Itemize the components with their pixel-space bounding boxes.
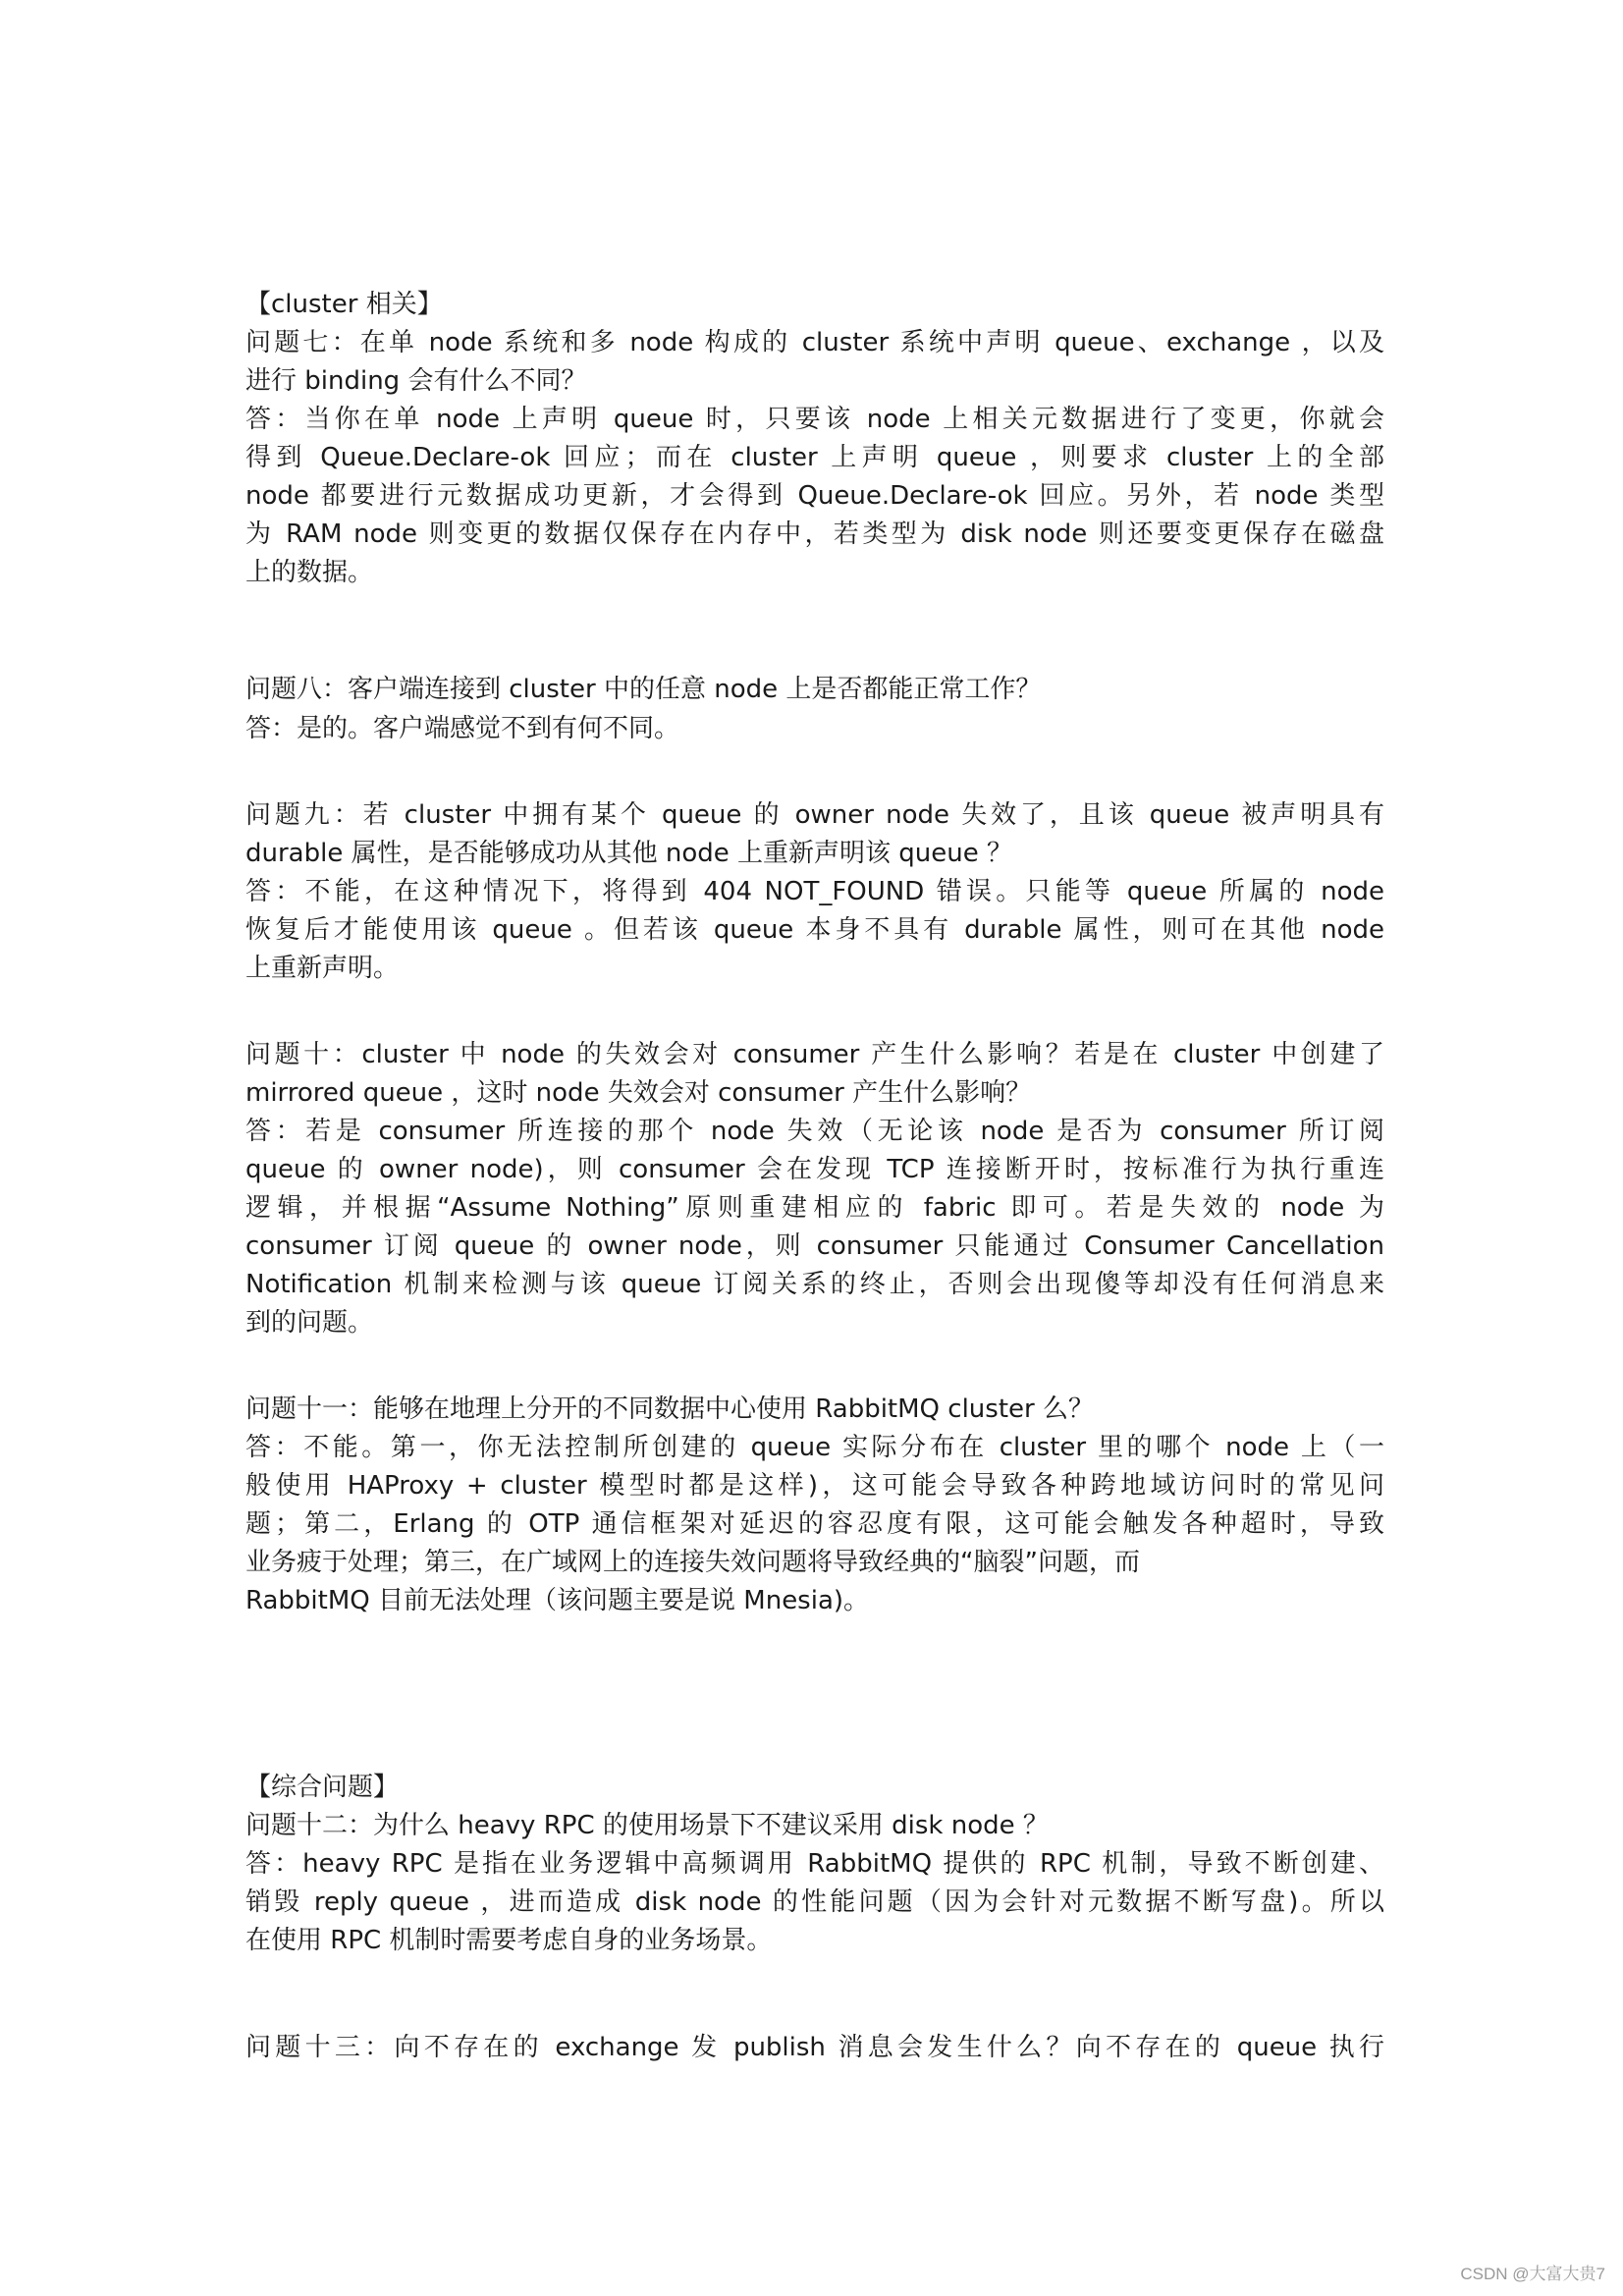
csdn-watermark: CSDN @大富大贵7	[1460, 2265, 1605, 2283]
question-7-line-1: 问题七：在单 node 系统和多 node 构成的 cluster 系统中声明 queue、exchange ，以及	[245, 328, 1384, 357]
question-13-line-1: 问题十三：向不存在的 exchange 发 publish 消息会发生什么？向不存在的 queue 执行	[245, 2033, 1384, 2062]
answer-12-line-1: 答：heavy RPC 是指在业务逻辑中高频调用 RabbitMQ 提供的 RPC 机制，导致不断创建、	[245, 1849, 1384, 1879]
section-heading-general: 【综合问题】	[245, 1773, 400, 1802]
answer-9-line-2: 恢复后才能使用该 queue 。但若该 queue 本身不具有 durable 属性，则可在其他 node	[245, 915, 1384, 945]
section-heading-cluster: 【cluster 相关】	[245, 290, 443, 319]
answer-11-line-1: 答：不能。第一，你无法控制所创建的 queue 实际分布在 cluster 里的哪个 node 上（一	[245, 1433, 1384, 1462]
question-11-line-1: 问题十一：能够在地理上分开的不同数据中心使用 RabbitMQ cluster 么？	[245, 1394, 1094, 1424]
answer-7-line-1: 答：当你在单 node 上声明 queue 时，只要该 node 上相关元数据进行了变更，你就会	[245, 405, 1384, 434]
answer-12-line-2: 销毁 reply queue ，进而造成 disk node 的性能问题（因为会针对元数据不断写盘)。所以	[245, 1887, 1384, 1917]
answer-10-line-6: 到的问题。	[245, 1308, 374, 1338]
answer-11-line-3: 题；第二，Erlang 的 OTP 通信框架对延迟的容忍度有限，这可能会触发各种超时，导致	[245, 1509, 1384, 1539]
answer-11-line-2: 般使用 HAProxy + cluster 模型时都是这样)，这可能会导致各种跨地域访问时的常见问	[245, 1471, 1384, 1501]
answer-11-line-4: 业务疲于处理；第三，在广域网上的连接失效问题将导致经典的“脑裂”问题，而	[245, 1548, 1140, 1577]
question-9-line-2: durable 属性，是否能够成功从其他 node 上重新声明该 queue ？	[245, 839, 1012, 868]
answer-11-line-5: RabbitMQ 目前无法处理（该问题主要是说 Mnesia)。	[245, 1586, 870, 1615]
answer-9-line-3: 上重新声明。	[245, 954, 400, 983]
question-12-line-1: 问题十二：为什么 heavy RPC 的使用场景下不建议采用 disk node ？	[245, 1811, 1049, 1840]
answer-7-line-5: 上的数据。	[245, 558, 374, 587]
answer-7-line-2: 得到 Queue.Declare-ok 回应；而在 cluster 上声明 queue ，则要求 cluster 上的全部	[245, 443, 1384, 472]
answer-7-line-4: 为 RAM node 则变更的数据仅保存在内存中，若类型为 disk node 则还要变更保存在磁盘	[245, 519, 1384, 549]
answer-12-line-3: 在使用 RPC 机制时需要考虑自身的业务场景。	[245, 1926, 773, 1955]
question-10-line-1: 问题十：cluster 中 node 的失效会对 consumer 产生什么影响？若是在 cluster 中创建了	[245, 1040, 1384, 1069]
question-8-line-1: 问题八：客户端连接到 cluster 中的任意 node 上是否都能正常工作？	[245, 675, 1042, 704]
question-9-line-1: 问题九：若 cluster 中拥有某个 queue 的 owner node 失效了，且该 queue 被声明具有	[245, 800, 1384, 830]
answer-9-line-1: 答：不能，在这种情况下，将得到 404 NOT_FOUND 错误。只能等 queue 所属的 node	[245, 877, 1384, 906]
answer-10-line-5: Notification 机制来检测与该 queue 订阅关系的终止，否则会出现傻等却没有任何消息来	[245, 1270, 1384, 1299]
question-10-line-2: mirrored queue ，这时 node 失效会对 consumer 产生什么影响？	[245, 1078, 1032, 1108]
question-7-line-2: 进行 binding 会有什么不同？	[245, 366, 587, 396]
answer-10-line-3: 逻辑，并根据“Assume Nothing”原则重建相应的 fabric 即可。若是失效的 node 为	[245, 1193, 1384, 1223]
answer-10-line-4: consumer 订阅 queue 的 owner node，则 consumer 只能通过 Consumer Cancellation	[245, 1231, 1384, 1261]
answer-8-line-1: 答：是的。客户端感觉不到有何不同。	[245, 714, 680, 743]
answer-10-line-1: 答：若是 consumer 所连接的那个 node 失效（无论该 node 是否为 consumer 所订阅	[245, 1117, 1384, 1146]
answer-7-line-3: node 都要进行元数据成功更新，才会得到 Queue.Declare-ok 回应。另外，若 node 类型	[245, 481, 1384, 511]
answer-10-line-2: queue 的 owner node)，则 consumer 会在发现 TCP 连接断开时，按标准行为执行重连	[245, 1155, 1384, 1184]
